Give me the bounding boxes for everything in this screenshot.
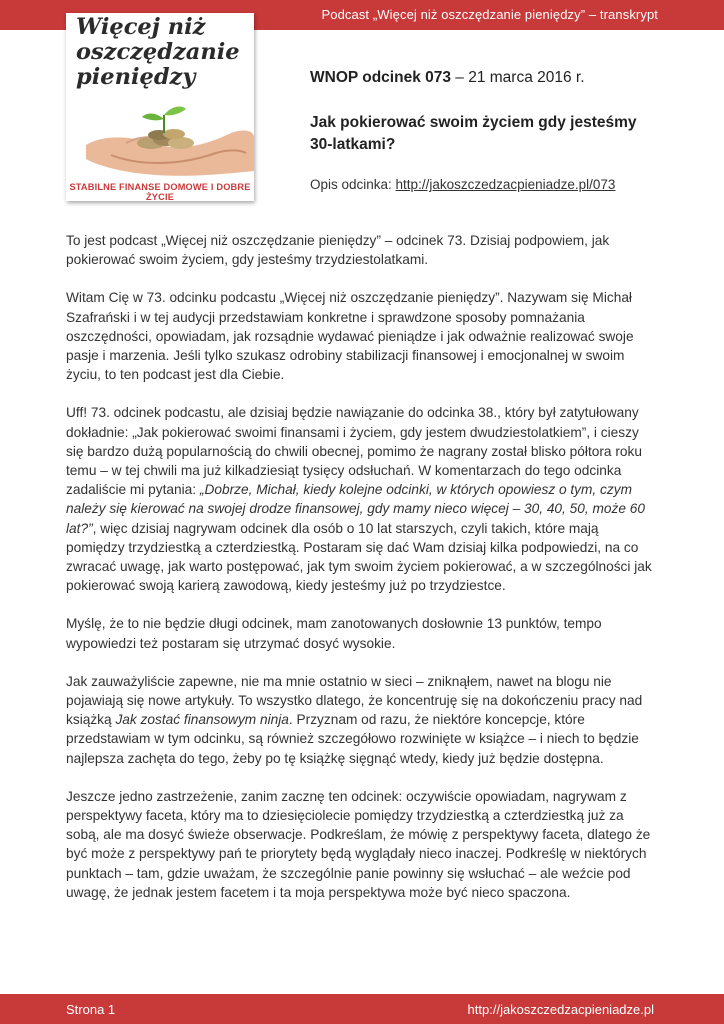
paragraph-6: Jeszcze jedno zastrzeżenie, zanim zacznę ten odcinek: oczywiście opowiadam, nagrywam z perspektywy faceta, który ma to dziesięciolecie pomiędzy trzydziestką a czterdziestką już za sobą, ale ma dosyć świeże obserwacje. Podkreślam, że mówię z perspektywy faceta, dlatego że być może z perspektywy pań te priorytety będą wyglądały nieco inaczej. Podkreślę w niektórych punktach – tam, gdzie uważam, że szczególnie panie powinny się wsłuchać – ale weźcie pod uwagę, że jednak jestem facetem i ta moja perspektywa może być nieco spaczona.: [66, 788, 651, 900]
paragraph-5: Jak zauważyliście zapewne, nie ma mnie ostatnio w sieci – zniknąłem, nawet na blogu nie pojawiają się nowe artykuły. To wszystko dlatego, że koncentruję się na dokończeniu pracy nad książką Jak zostać finansowym ninja. Przyznam od razu, że niektóre koncepcje, które przedstawiam w tym odcinku, są również szczegółowo rozwinięte w książce – i niech to będzie najlepsza zachęta do tego, żeby po tę książkę sięgnąć wtedy, kiedy już będzie dostępna.: [66, 673, 643, 766]
episode-title: Jak pokierować swoim życiem gdy jesteśmy 30-latkami?: [310, 114, 637, 153]
description-label: Opis odcinka:: [310, 177, 396, 192]
page-number: Strona 1: [66, 1002, 116, 1017]
book-title: Jak zostać finansowym ninja: [115, 712, 289, 728]
transcript-body: [66, 231, 658, 921]
hands-coins-illustration: [66, 93, 254, 181]
cover-tagline: STABILNE FINANSE DOMOWE I DOBRE ŻYCIE: [69, 182, 251, 201]
paragraph-3: Uff! 73. odcinek podcastu, ale dzisiaj będzie nawiązanie do odcinka 38., który był zatytułowany dokładnie: „Jak pokierować swoimi finansami i życiem, gdy jestem dwudziestolatkiem”, i cieszy się bardzo dużą popularnością do chwili obecnej, pomimo że nagrany został blisko półtora roku temu – w tej chwili ma już kilkadziesiąt tysięcy odsłuchań. W komentarzach do tego odcinka zadaliście mi pytania: „Dobrze, Michał, kiedy kolejne odcinki, w których opowiesz o tym, czym należy się kierować na swojej drodze finansowej, gdy mamy nieco więcej – 30, 40, 50, może 60 lat?”, więc dzisiaj nagrywam odcinek dla osób o 10 lat starszych, czyli takich, które mają pomiędzy trzydziestką a czterdziestką. Postaram się dać Wam dzisiaj kilka podpowiedzi, na co zwracać uwagę, jak warto postępować, jak tym swoim życiem pokierować, a w szczególności jak pokierować swoją karierą zawodową, kiedy jesteśmy już po trzydziestce.: [66, 405, 652, 594]
episode-date: – 21 marca 2016 r.: [450, 69, 585, 86]
paragraph-1: To jest podcast „Więcej niż oszczędzanie pieniędzy” – odcinek 73. Dzisiaj podpowiem, jak pokierować swoim życiem, gdy jesteśmy trzydziestolatkami.: [66, 233, 610, 268]
episode-header: [310, 69, 670, 192]
listener-quote: „Dobrze, Michał, kiedy kolejne odcinki, w których opowiesz o tym, czym należy się kierować na swojej drodze finansowej, gdy mamy nieco więcej – 30, 40, 50, może 60 lat?”: [66, 482, 645, 536]
cover-logo-text: Więcej niż oszczędzanie pieniędzy: [76, 14, 240, 90]
paragraph-2: Witam Cię w 73. odcinku podcastu „Więcej niż oszczędzanie pieniędzy”. Nazywam się Michał Szafrański i w tej audycji przedstawiam konkretne i sprawdzone sposoby pomnażania oszczędności, opowiadam, jak rozsądnie wydawać pieniądze i jak odważnie realizować swoje pasje i marzenia. Jeśli tylko szukasz odrobiny stabilizacji finansowej i emocjonalnej w swoim życiu, to ten podcast jest dla Ciebie.: [66, 290, 634, 383]
episode-link[interactable]: http://jakoszczedzacpieniadze.pl/073: [395, 177, 616, 192]
episode-number: WNOP odcinek 073: [310, 69, 451, 86]
footer-bar: [0, 994, 724, 1024]
episode-description: [310, 177, 670, 192]
episode-line: [310, 69, 670, 87]
footer-site-link[interactable]: http://jakoszczedzacpieniadze.pl: [467, 1002, 654, 1017]
podcast-cover: [66, 13, 254, 201]
paragraph-4: Myślę, że to nie będzie długi odcinek, mam zanotowanych dosłownie 13 punktów, tempo wypowiedzi też postaram się utrzymać dosyć wysokie.: [66, 616, 602, 651]
header-title: Podcast „Więcej niż oszczędzanie pieniędzy” – transkrypt: [321, 7, 658, 22]
